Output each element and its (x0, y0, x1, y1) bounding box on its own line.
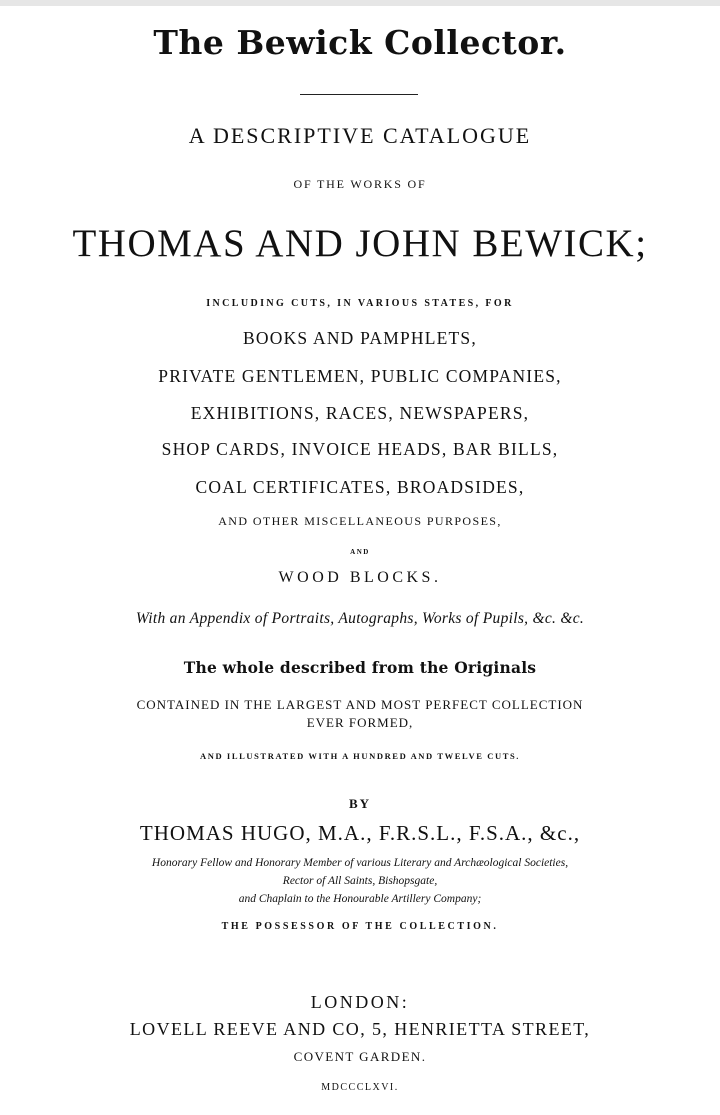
imprint-place: COVENT GARDEN. (293, 1049, 427, 1064)
author-credential: Honorary Fellow and Honorary Member of various Literary and Archæological Societies, (151, 857, 569, 869)
misc-line: AND OTHER MISCELLANEOUS PURPOSES, (218, 514, 502, 528)
book-title: The Bewick Collector. (153, 23, 567, 62)
imprint-publisher: LOVELL REEVE AND CO, 5, HENRIETTA STREET, (129, 1019, 591, 1039)
ever-formed-line: EVER FORMED, (306, 715, 414, 730)
including-line: INCLUDING CUTS, IN VARIOUS STATES, FOR (206, 298, 514, 309)
by-line: BY (348, 796, 372, 811)
works-of-line: OF THE WORKS OF (293, 177, 427, 191)
author-credential: and Chaplain to the Honourable Artillery Company; (238, 893, 482, 905)
main-name: THOMAS AND JOHN BEWICK; (72, 222, 648, 265)
category-line: BOOKS AND PAMPHLETS, (243, 328, 477, 348)
author-credential: Rector of All Saints, Bishopsgate, (282, 875, 438, 887)
category-line: EXHIBITIONS, RACES, NEWSPAPERS, (190, 403, 530, 423)
title-rule (300, 94, 418, 95)
appendix-line: With an Appendix of Portraits, Autographs, Works of Pupils, &c. &c. (135, 610, 585, 627)
category-line: SHOP CARDS, INVOICE HEADS, BAR BILLS, (161, 439, 559, 459)
wood-blocks-line: WOOD BLOCKS. (278, 569, 442, 586)
imprint-year: MDCCCLXVI. (321, 1082, 399, 1093)
subtitle: A DESCRIPTIVE CATALOGUE (188, 123, 532, 148)
imprint-city: LONDON: (310, 992, 410, 1012)
possessor-line: THE POSSESSOR OF THE COLLECTION. (221, 921, 499, 932)
illustrated-line: AND ILLUSTRATED WITH A HUNDRED AND TWELVE CUTS. (199, 751, 521, 761)
contained-line: CONTAINED IN THE LARGEST AND MOST PERFECT COLLECTION (136, 697, 584, 712)
author-name: THOMAS HUGO, M.A., F.R.S.L., F.S.A., &c., (139, 821, 581, 845)
whole-described-line: The whole described from the Originals (183, 658, 537, 677)
category-line: PRIVATE GENTLEMEN, PUBLIC COMPANIES, (158, 366, 562, 386)
category-line: COAL CERTIFICATES, BROADSIDES, (195, 477, 525, 497)
and-line: AND (350, 548, 370, 556)
